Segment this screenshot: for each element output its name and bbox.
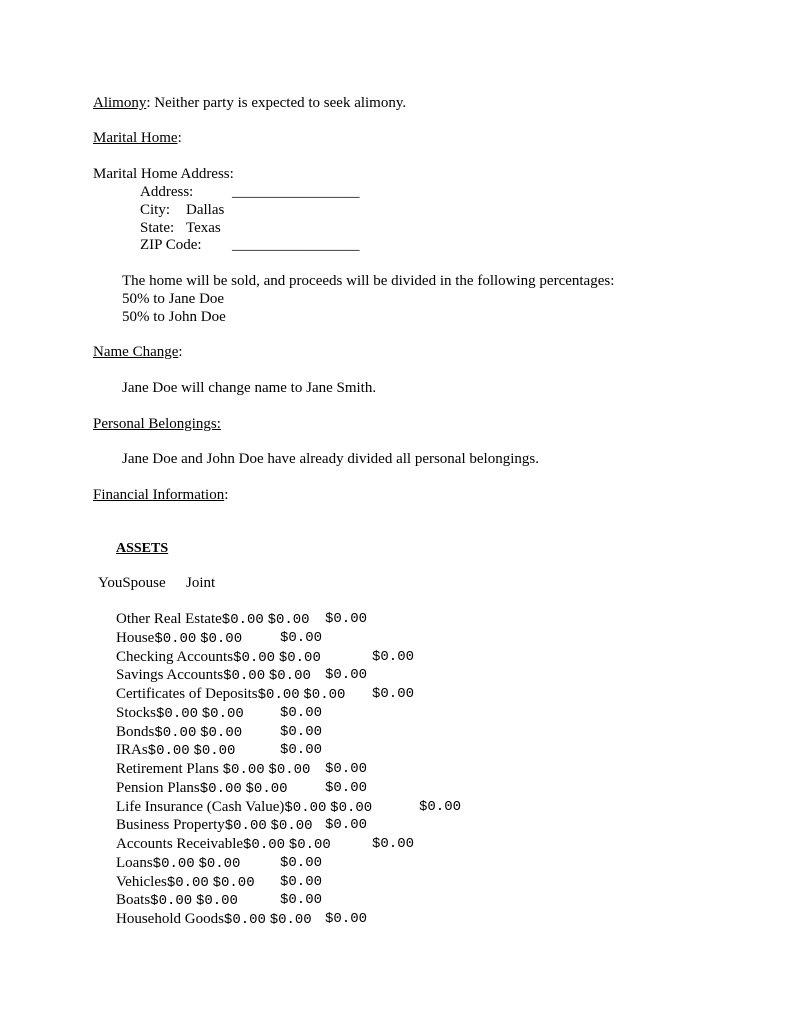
assets-row [116, 629, 242, 648]
home-split-jane: 50% to Jane Doe [122, 291, 225, 307]
assets-row [116, 760, 310, 779]
marital-home-heading-line [93, 129, 182, 147]
asset-spouse-value: $0.00 [200, 725, 243, 741]
assets-row [116, 610, 310, 629]
asset-you-value: $0.00 [152, 856, 195, 872]
asset-spouse-value: $0.00 [288, 837, 331, 853]
asset-spouse-value: $0.00 [193, 743, 236, 759]
marital-home-colon: : [177, 130, 182, 146]
alimony-heading: Alimony [93, 95, 147, 111]
asset-you-value: $0.00 [221, 612, 264, 628]
asset-spouse-value: $0.00 [200, 631, 243, 647]
assets-row [116, 798, 372, 817]
asset-label: Other Real Estate [116, 611, 222, 627]
name-change-text: Jane Doe will change name to Jane Smith. [122, 380, 377, 396]
city-label: City: [140, 202, 171, 218]
asset-label: Certificates of Deposits [116, 686, 258, 702]
assets-row [116, 704, 244, 723]
asset-you-value: $0.00 [284, 800, 327, 816]
asset-joint-value: $0.00 [325, 761, 368, 777]
assets-row [116, 741, 235, 760]
asset-spouse-value: $0.00 [267, 612, 310, 628]
city-value: Dallas [186, 202, 225, 218]
assets-heading: ASSETS [116, 541, 169, 556]
address-value: _________________ [232, 184, 360, 200]
asset-you-value: $0.00 [222, 762, 265, 778]
zip-label: ZIP Code: [140, 237, 202, 253]
assets-row [116, 666, 311, 685]
asset-you-value: $0.00 [199, 781, 242, 797]
asset-you-value: $0.00 [257, 687, 300, 703]
asset-you-value: $0.00 [156, 706, 199, 722]
asset-joint-value: $0.00 [419, 799, 462, 815]
asset-spouse-value: $0.00 [198, 856, 241, 872]
asset-joint-value: $0.00 [280, 855, 323, 871]
asset-joint-value: $0.00 [325, 817, 368, 833]
assets-row [116, 854, 240, 873]
asset-you-value: $0.00 [147, 743, 190, 759]
asset-joint-value: $0.00 [372, 836, 415, 852]
assets-row [116, 685, 345, 704]
asset-joint-value: $0.00 [372, 649, 415, 665]
asset-spouse-value: $0.00 [303, 687, 346, 703]
asset-spouse-value: $0.00 [330, 800, 373, 816]
financial-heading: Financial Information [93, 487, 225, 503]
asset-you-value: $0.00 [233, 650, 276, 666]
state-value: Texas [186, 220, 221, 236]
alimony-paragraph [93, 94, 406, 112]
asset-label: Loans [116, 855, 153, 871]
asset-label: Business Property [116, 817, 225, 833]
marital-home-heading: Marital Home [93, 130, 178, 146]
alimony-text: Neither party is expected to seek alimony. [150, 95, 407, 111]
asset-spouse-value: $0.00 [269, 912, 312, 928]
assets-row [116, 723, 242, 742]
asset-joint-value: $0.00 [280, 892, 323, 908]
asset-spouse-value: $0.00 [245, 781, 288, 797]
asset-joint-value: $0.00 [280, 724, 323, 740]
asset-joint-value: $0.00 [325, 611, 368, 627]
asset-label: Vehicles [116, 874, 167, 890]
asset-you-value: $0.00 [150, 893, 193, 909]
asset-label: Accounts Receivable [116, 836, 244, 852]
asset-you-value: $0.00 [154, 725, 197, 741]
column-you: You [98, 575, 123, 591]
asset-label: Boats [116, 892, 151, 908]
home-split-john: 50% to John Doe [122, 309, 226, 325]
asset-you-value: $0.00 [224, 818, 267, 834]
asset-you-value: $0.00 [154, 631, 197, 647]
asset-you-value: $0.00 [243, 837, 286, 853]
home-sale-text: The home will be sold, and proceeds will be divided in the following percentages: [122, 273, 615, 289]
state-label: State: [140, 220, 175, 236]
address-label: Address: [140, 184, 194, 200]
assets-column-headers [98, 574, 166, 592]
asset-spouse-value: $0.00 [268, 668, 311, 684]
asset-label: Checking Accounts [116, 649, 234, 665]
asset-label: Retirement Plans [116, 761, 223, 777]
assets-row [116, 835, 331, 854]
marital-home-address-heading: Marital Home Address: [93, 166, 234, 182]
asset-spouse-value: $0.00 [212, 875, 255, 891]
name-change-heading-line [93, 343, 183, 361]
asset-joint-value: $0.00 [280, 874, 323, 890]
asset-joint-value: $0.00 [280, 705, 323, 721]
asset-spouse-value: $0.00 [201, 706, 244, 722]
asset-label: House [116, 630, 155, 646]
asset-you-value: $0.00 [223, 668, 266, 684]
asset-spouse-value: $0.00 [195, 893, 238, 909]
assets-row [116, 873, 255, 892]
asset-label: Pension Plans [116, 780, 200, 796]
alimony-colon: : [146, 95, 151, 111]
asset-label: Savings Accounts [116, 667, 224, 683]
asset-spouse-value: $0.00 [270, 818, 313, 834]
assets-row [116, 779, 288, 798]
asset-label: Bonds [116, 724, 155, 740]
personal-belongings-heading: Personal Belongings: [93, 416, 221, 432]
column-joint: Joint [186, 575, 216, 591]
financial-heading-line [93, 486, 228, 504]
name-change-heading: Name Change [93, 344, 179, 360]
asset-you-value: $0.00 [166, 875, 209, 891]
asset-label: Stocks [116, 705, 157, 721]
asset-joint-value: $0.00 [325, 667, 368, 683]
column-spouse: Spouse [122, 575, 166, 591]
asset-label: Life Insurance (Cash Value) [116, 799, 285, 815]
asset-joint-value: $0.00 [325, 780, 368, 796]
assets-row [116, 816, 313, 835]
asset-joint-value: $0.00 [372, 686, 415, 702]
personal-belongings-text: Jane Doe and John Doe have already divided all personal belongings. [122, 451, 539, 467]
asset-spouse-value: $0.00 [268, 762, 311, 778]
asset-joint-value: $0.00 [280, 742, 323, 758]
asset-joint-value: $0.00 [280, 630, 323, 646]
asset-spouse-value: $0.00 [278, 650, 321, 666]
assets-row [116, 648, 321, 667]
asset-joint-value: $0.00 [325, 911, 368, 927]
asset-you-value: $0.00 [223, 912, 266, 928]
financial-colon: : [224, 487, 229, 503]
asset-label: Household Goods [116, 911, 224, 927]
asset-label: IRAs [116, 742, 148, 758]
name-change-colon: : [178, 344, 183, 360]
zip-value: _________________ [232, 237, 360, 253]
assets-row [116, 891, 238, 910]
assets-row [116, 910, 312, 929]
